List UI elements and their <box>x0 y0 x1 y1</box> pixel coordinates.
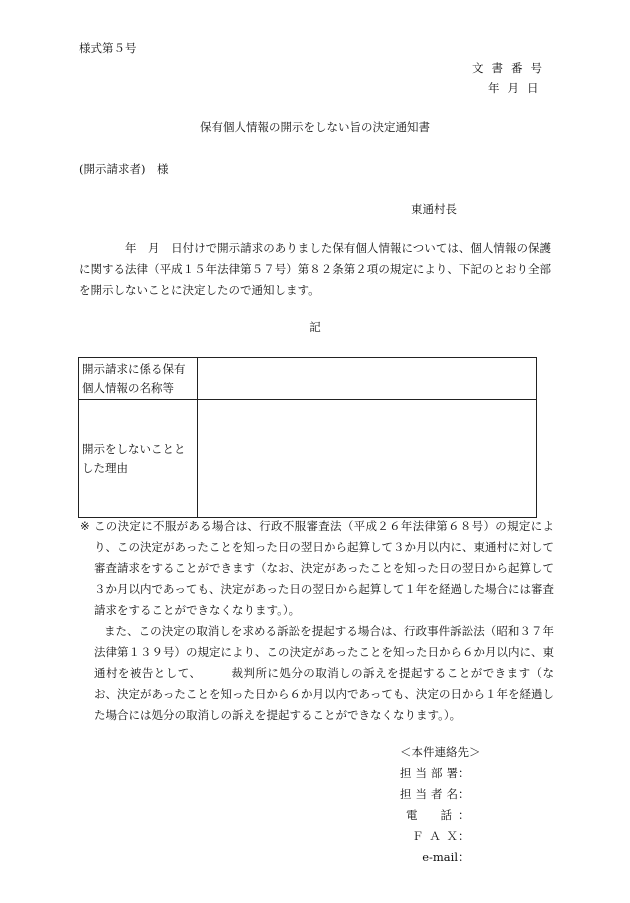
contact-row-fax <box>400 826 481 847</box>
date-label: 年月日 <box>488 81 547 95</box>
notice-body: 年 月 日付けで開示請求のありました保有個人情報については、個人情報の保護に関する法律（平成１５年法律第５７号）第８２条第２項の規定により、下記のとおり全部を開示しないことに決定したので通知します。 <box>79 241 551 297</box>
info-name-label: 開示請求に係る保有個人情報の名称等 <box>79 358 198 400</box>
contact-colon: ： <box>458 808 470 822</box>
contact-colon: ： <box>458 850 470 864</box>
contact-heading: ＜本件連絡先＞ <box>400 745 481 759</box>
contact-row-person <box>400 784 481 805</box>
contact-colon: ： <box>458 787 470 801</box>
recipient-line: (開示請求者) 様 <box>79 162 169 176</box>
table-row <box>79 400 537 518</box>
document-title: 保有個人情報の開示をしない旨の決定通知書 <box>200 120 430 134</box>
info-table <box>78 357 537 518</box>
note-paragraph-lawsuit: また、この決定の取消しを求める訴訟を提起する場合は、行政事件訴訟法（昭和３７年法律第１３９号）の規定により、この決定があったことを知った日から６か月以内に、東通村を被告として、 裁判所に処分の取消しの訴えを提起することができます（なお、決定があったことを知った日から６か月以内であっても、決定の日から１年を経過した場合には処分の取消しの訴えを提起することができなくなります。）。 <box>94 624 554 722</box>
ki-heading: 記 <box>309 320 321 334</box>
contact-department-label: 担当部署 <box>400 766 458 780</box>
appeal-notes <box>80 516 554 726</box>
contact-colon: ： <box>458 829 470 843</box>
contact-fax-label: ＦＡＸ <box>412 829 458 843</box>
note-paragraph-appeal: この決定に不服がある場合は、行政不服審査法（平成２６年法律第６８号）の規定により、この決定があったことを知った日の翌日から起算して３か月以内に、東通村に対して審査請求をすることができます（なお、決定があったことを知った日の翌日から起算して３か月以内であっても、決定があった日の翌日から起算して１年を経過した場合には審査請求をすることができなくなります。）。 <box>94 519 554 617</box>
form-number: 様式第５号 <box>79 41 137 55</box>
contact-phone-label: 電話 <box>406 808 452 822</box>
reason-value <box>198 400 537 518</box>
document-number-label: 文書番号 <box>472 61 550 75</box>
table-row <box>79 358 537 400</box>
contact-colon: ： <box>458 766 470 780</box>
reason-label: 開示をしないこととした理由 <box>79 400 198 518</box>
contact-person-label: 担当者名 <box>400 787 458 801</box>
info-name-value <box>198 358 537 400</box>
contact-row-email <box>400 847 481 868</box>
contact-email-label: e-mail <box>422 850 458 864</box>
contact-row-phone <box>400 805 481 826</box>
contact-block <box>400 742 481 868</box>
issuer: 東通村長 <box>411 202 457 216</box>
contact-row-department <box>400 763 481 784</box>
note-mark: ※ <box>80 519 90 533</box>
